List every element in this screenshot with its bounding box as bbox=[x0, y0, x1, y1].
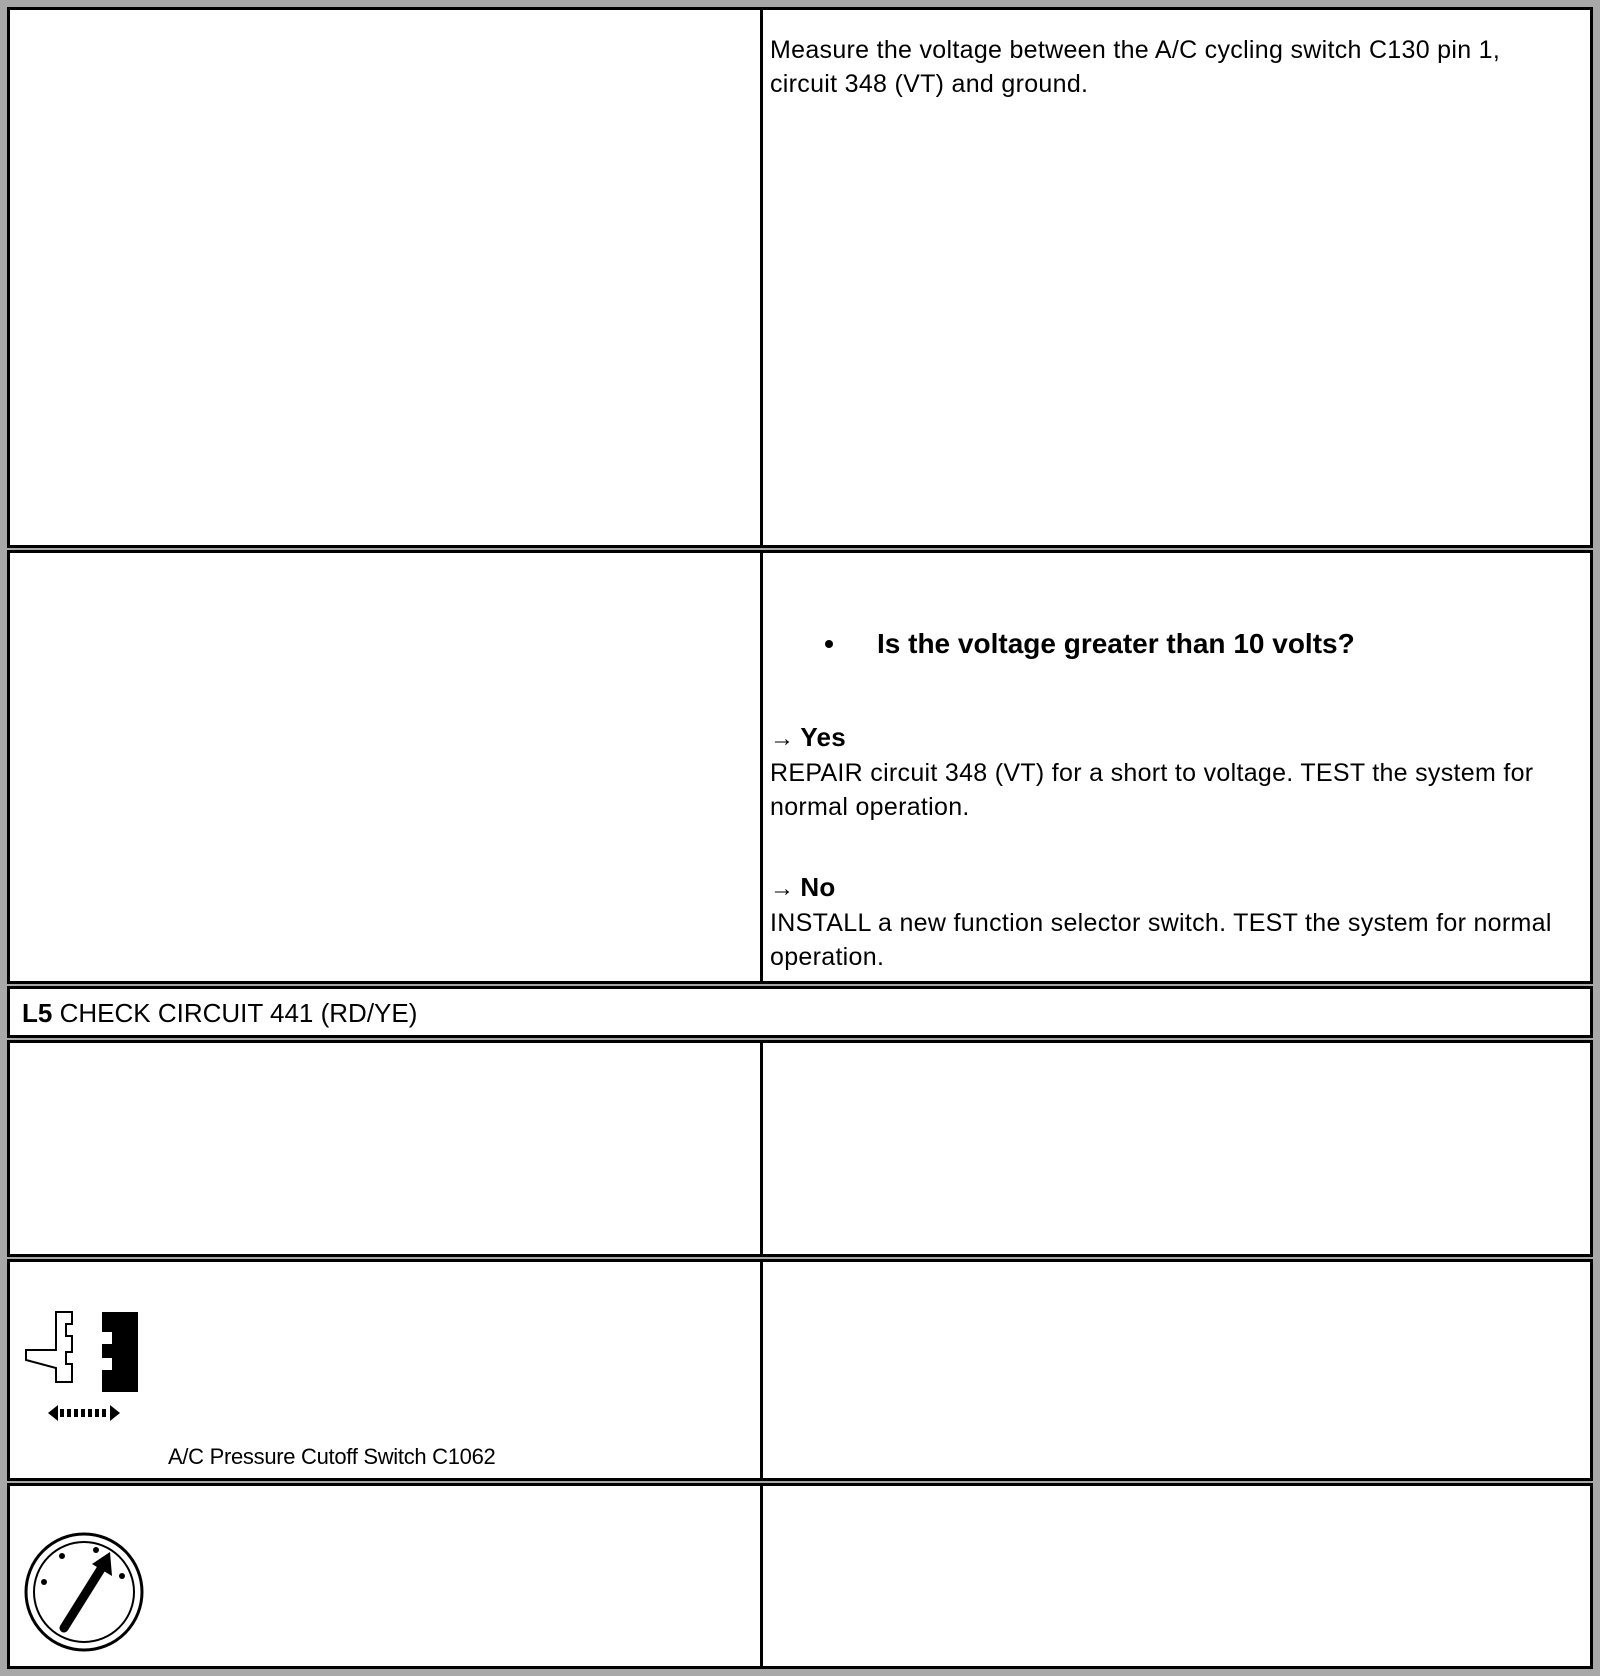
question-text: Is the voltage greater than 10 volts? bbox=[877, 628, 1355, 659]
question-item bbox=[825, 628, 1355, 660]
yes-answer bbox=[770, 720, 1570, 824]
row3-right-cell bbox=[760, 1040, 1593, 1257]
arrow-right-icon: → bbox=[770, 875, 795, 902]
step-id: L5 bbox=[22, 998, 53, 1028]
ignition-key-icon bbox=[22, 1530, 146, 1654]
no-label: No bbox=[800, 872, 836, 902]
row2-left-cell bbox=[7, 550, 763, 984]
yes-action: REPAIR circuit 348 (VT) for a short to voltage. TEST the system for normal operation. bbox=[770, 759, 1534, 821]
arrow-right-icon: → bbox=[770, 725, 795, 752]
row1-left-cell bbox=[7, 7, 763, 548]
bullet-icon bbox=[825, 640, 833, 648]
row5-right-cell bbox=[760, 1483, 1593, 1669]
measure-instruction: Measure the voltage between the A/C cycling switch C130 pin 1, circuit 348 (VT) and ground. bbox=[770, 36, 1501, 98]
step-header bbox=[22, 996, 417, 1030]
row3-left-cell bbox=[7, 1040, 763, 1257]
no-answer bbox=[770, 870, 1570, 974]
step-title: CHECK CIRCUIT 441 (RD/YE) bbox=[59, 998, 418, 1028]
no-action: INSTALL a new function selector switch. TEST the system for normal operation. bbox=[770, 909, 1552, 971]
connector-caption: A/C Pressure Cutoff Switch C1062 bbox=[168, 1444, 496, 1469]
connector-disconnect-icon bbox=[18, 1310, 148, 1430]
row4-right-cell bbox=[760, 1259, 1593, 1481]
yes-label: Yes bbox=[800, 722, 847, 752]
